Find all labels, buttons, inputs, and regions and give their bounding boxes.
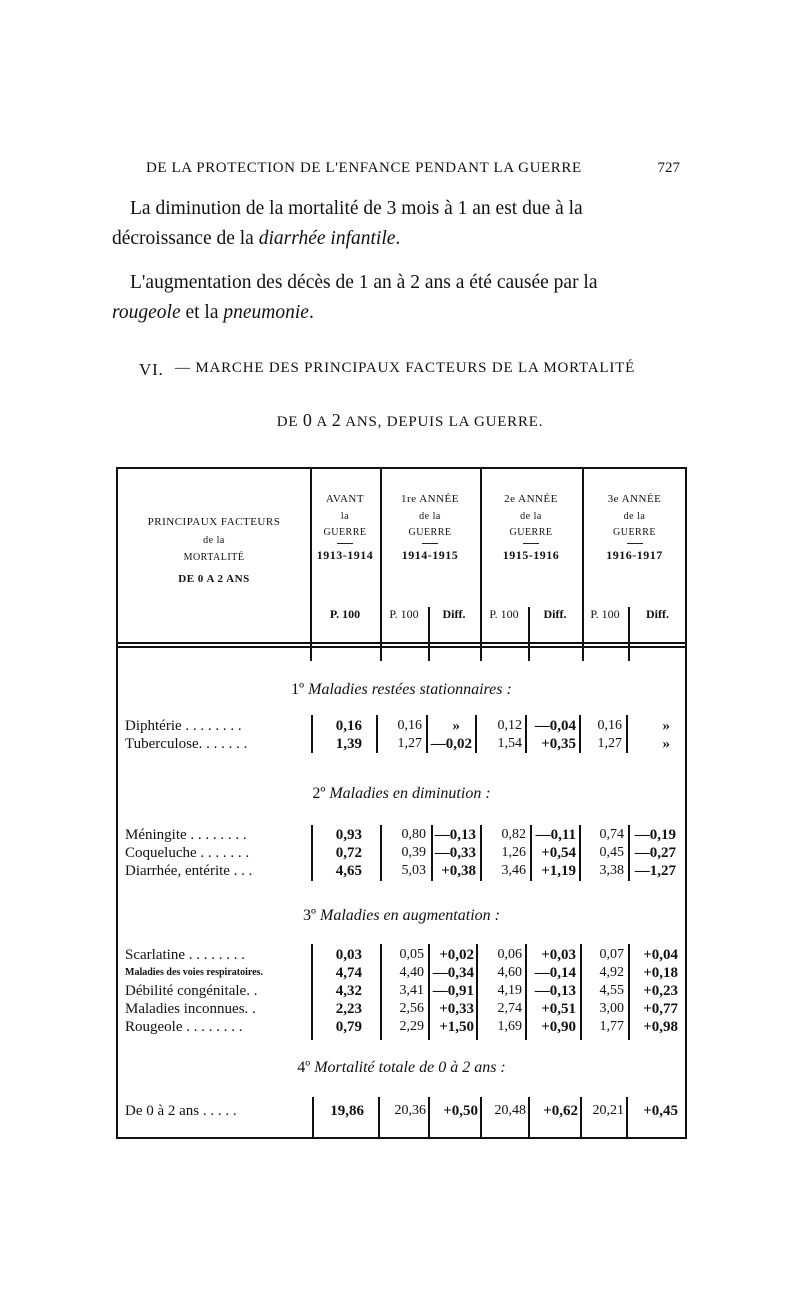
cell-d3: +0,23 xyxy=(643,983,678,999)
group-title xyxy=(118,907,685,925)
cell-y3: 3,38 xyxy=(599,863,624,878)
cell-d1: —0,02 xyxy=(430,736,472,752)
section-title: — MARCHE DES PRINCIPAUX FACTEURS DE LA MORTALITÉ xyxy=(175,360,636,376)
text-run: 0 xyxy=(302,410,313,430)
cell-y3: 1,77 xyxy=(599,1019,624,1034)
table-row xyxy=(118,844,685,862)
text-run: A xyxy=(312,414,332,430)
cell-y1: 4,40 xyxy=(399,965,424,980)
subheader-p100: P. 100 xyxy=(329,607,361,621)
cell-y3: 0,16 xyxy=(597,718,622,733)
header-text: MORTALITÉ xyxy=(183,551,245,563)
group-number: 1º xyxy=(291,681,305,698)
cell-d3: » xyxy=(662,718,670,734)
table-row xyxy=(118,1018,685,1036)
table-row xyxy=(118,946,685,964)
text-run: décroissance de la xyxy=(112,228,259,249)
header-text: de la xyxy=(419,510,441,522)
table-row xyxy=(118,862,685,880)
cell-y2: 1,69 xyxy=(497,1019,522,1034)
cell-y2: 4,60 xyxy=(497,965,522,980)
table-row xyxy=(118,1000,685,1018)
italic-term: rougeole xyxy=(112,302,181,323)
cell-d1: —0,34 xyxy=(432,965,474,981)
cell-y2: 1,26 xyxy=(501,845,526,860)
cell-d1: —0,13 xyxy=(434,827,476,843)
cell-d1: —0,91 xyxy=(432,983,474,999)
header-text: 1re ANNÉE xyxy=(401,493,459,505)
cell-y3: 3,00 xyxy=(599,1001,624,1016)
row-label: De 0 à 2 ans . . . . . xyxy=(125,1103,237,1119)
cell-d3: +0,77 xyxy=(643,1001,678,1017)
header-year-3 xyxy=(582,491,687,565)
subheader-diff: Diff. xyxy=(646,607,669,621)
row-label: Maladies des voies respiratoires. xyxy=(125,967,263,978)
cell-d3: +0,04 xyxy=(643,947,678,963)
cell-y3: 4,55 xyxy=(599,983,624,998)
cell-d2: —0,04 xyxy=(534,718,576,734)
header-year-1 xyxy=(380,491,480,565)
group-title xyxy=(118,681,685,699)
paragraph-augmentation xyxy=(112,268,697,328)
header-text: DE 0 A 2 ANS xyxy=(178,572,250,585)
cell-y2: 3,46 xyxy=(501,863,526,878)
cell-y3: 20,21 xyxy=(592,1103,624,1118)
header-text: GUERRE xyxy=(509,526,553,538)
group-label: Maladies en augmentation : xyxy=(320,907,500,924)
running-head xyxy=(0,160,800,184)
header-text: GUERRE xyxy=(613,526,656,538)
cell-avant: 4,65 xyxy=(335,863,362,879)
cell-d1: +1,50 xyxy=(439,1019,474,1035)
cell-y3: 0,74 xyxy=(599,827,624,842)
group-label: Mortalité totale de 0 à 2 ans : xyxy=(314,1059,506,1076)
header-text: de la xyxy=(623,510,646,522)
cell-avant: 0,72 xyxy=(335,845,362,861)
cell-y2: 2,74 xyxy=(497,1001,522,1016)
header-text: de la xyxy=(203,534,225,546)
cell-d3: +0,18 xyxy=(643,965,678,981)
cell-y1: 1,27 xyxy=(397,736,422,751)
cell-avant: 0,79 xyxy=(335,1019,362,1035)
table-row xyxy=(118,1102,685,1120)
subheader-p100: P. 100 xyxy=(590,607,620,621)
cell-d1: +0,50 xyxy=(443,1103,478,1119)
header-text: de la xyxy=(520,510,542,522)
section-heading-cont xyxy=(0,410,800,431)
cell-y1: 0,05 xyxy=(399,947,424,962)
row-label: Diphtérie . . . . . . . . xyxy=(125,718,242,734)
cell-avant: 19,86 xyxy=(330,1103,364,1119)
subheader-diff: Diff. xyxy=(543,607,567,621)
table-row xyxy=(118,735,685,753)
subheader-p100: P. 100 xyxy=(489,607,519,621)
header-text: 3e ANNÉE xyxy=(607,493,662,505)
cell-avant: 2,23 xyxy=(335,1001,362,1017)
text-run: ANS, DEPUIS LA GUERRE. xyxy=(341,414,544,430)
cell-y1: 0,39 xyxy=(401,845,426,860)
cell-d1: +0,38 xyxy=(441,863,476,879)
cell-avant: 0,03 xyxy=(335,947,362,963)
cell-avant: 0,16 xyxy=(335,718,362,734)
cell-y3: 0,07 xyxy=(599,947,624,962)
cell-avant: 4,32 xyxy=(335,983,362,999)
cell-d3: —0,19 xyxy=(634,827,676,843)
table-row xyxy=(118,826,685,844)
cell-y1: 5,03 xyxy=(401,863,426,878)
text-run: et la xyxy=(180,302,224,323)
cell-d2: +1,19 xyxy=(541,863,576,879)
row-label: Diarrhée, entérite . . . xyxy=(125,863,253,879)
group-label: Maladies restées stationnaires : xyxy=(308,681,512,698)
cell-d2: —0,14 xyxy=(534,965,576,981)
cell-avant: 0,93 xyxy=(335,827,362,843)
paragraph-diminution xyxy=(112,194,697,254)
paragraph-line xyxy=(112,298,697,328)
cell-d3: +0,98 xyxy=(643,1019,678,1035)
group-number: 4º xyxy=(297,1059,311,1076)
cell-d2: +0,62 xyxy=(543,1103,578,1119)
header-year-2 xyxy=(480,491,582,565)
cell-y1: 0,16 xyxy=(397,718,422,733)
header-years: 1914-1915 xyxy=(401,547,459,562)
paragraph-line: La diminution de la mortalité de 3 mois à 1 an est due à la xyxy=(130,198,583,219)
paragraph-line xyxy=(112,224,697,254)
cell-y3: 4,92 xyxy=(599,965,624,980)
italic-term: diarrhée infantile xyxy=(258,228,396,249)
header-text: 2e ANNÉE xyxy=(504,493,558,505)
header-years: 1913-1914 xyxy=(316,547,374,562)
mortality-table xyxy=(116,467,687,1139)
row-label: Méningite . . . . . . . . xyxy=(125,827,247,843)
group-number: 2º xyxy=(312,785,326,802)
cell-y1: 0,80 xyxy=(401,827,426,842)
cell-y1: 2,56 xyxy=(399,1001,424,1016)
group-title xyxy=(118,1059,685,1077)
cell-d3: » xyxy=(662,736,670,752)
page-number: 727 xyxy=(657,160,680,176)
text-run: 2 xyxy=(331,410,342,430)
row-label: Maladies inconnues. . xyxy=(125,1001,256,1017)
italic-term: pneumonie xyxy=(223,302,309,323)
header-text: GUERRE xyxy=(323,526,367,538)
running-head-title: DE LA PROTECTION DE L'ENFANCE PENDANT LA GUERRE xyxy=(146,160,582,176)
cell-d1: +0,02 xyxy=(439,947,474,963)
cell-d1: » xyxy=(452,718,460,734)
header-rule xyxy=(118,646,685,648)
cell-d1: —0,33 xyxy=(434,845,476,861)
row-label: Rougeole . . . . . . . . xyxy=(125,1019,243,1035)
header-factors xyxy=(118,513,310,588)
cell-y3: 1,27 xyxy=(597,736,622,751)
cell-d2: +0,54 xyxy=(541,845,576,861)
text-run: DE xyxy=(276,414,303,430)
row-label: Coqueluche . . . . . . . xyxy=(125,845,250,861)
header-years: 1915-1916 xyxy=(502,547,560,562)
cell-d3: —0,27 xyxy=(634,845,676,861)
cell-y1: 3,41 xyxy=(399,983,424,998)
text-run: . xyxy=(308,302,314,323)
cell-y2: 20,48 xyxy=(494,1103,526,1118)
paragraph-line: L'augmentation des décès de 1 an à 2 ans a été causée par la xyxy=(130,272,598,293)
header-text: AVANT xyxy=(325,493,365,505)
cell-d2: —0,13 xyxy=(534,983,576,999)
cell-d2: +0,35 xyxy=(541,736,576,752)
group-label: Maladies en diminution : xyxy=(329,785,491,802)
header-text: GUERRE xyxy=(408,526,452,538)
cell-y3: 0,45 xyxy=(599,845,624,860)
cell-d2: +0,90 xyxy=(541,1019,576,1035)
text-run: . xyxy=(395,228,401,249)
header-rule xyxy=(118,642,685,644)
cell-y2: 1,54 xyxy=(497,736,522,751)
table-row xyxy=(118,964,685,982)
row-label: Scarlatine . . . . . . . . xyxy=(125,947,245,963)
cell-y1: 20,36 xyxy=(394,1103,426,1118)
header-avant xyxy=(310,491,380,565)
cell-avant: 4,74 xyxy=(335,965,362,981)
cell-avant: 1,39 xyxy=(335,736,362,752)
cell-d3: +0,45 xyxy=(643,1103,678,1119)
header-text: la xyxy=(340,510,350,522)
cell-y2: 0,12 xyxy=(497,718,522,733)
cell-d3: —1,27 xyxy=(634,863,676,879)
cell-d2: —0,11 xyxy=(535,827,576,843)
row-label: Débilité congénitale. . xyxy=(125,983,258,999)
cell-y2: 4,19 xyxy=(497,983,522,998)
row-label: Tuberculose. . . . . . . xyxy=(125,736,248,752)
cell-d1: +0,33 xyxy=(439,1001,474,1017)
cell-y1: 2,29 xyxy=(399,1019,424,1034)
table-row xyxy=(118,982,685,1000)
subheader-diff: Diff. xyxy=(442,607,466,621)
header-years: 1916-1917 xyxy=(606,547,663,562)
header-text: PRINCIPAUX FACTEURS xyxy=(147,516,281,528)
cell-y2: 0,82 xyxy=(501,827,526,842)
cell-d2: +0,03 xyxy=(541,947,576,963)
cell-d2: +0,51 xyxy=(541,1001,576,1017)
table-row xyxy=(118,717,685,735)
section-number: VI. xyxy=(139,360,164,379)
group-number: 3º xyxy=(303,907,316,924)
group-title xyxy=(118,785,685,803)
cell-y2: 0,06 xyxy=(497,947,522,962)
subheader-p100: P. 100 xyxy=(389,607,419,621)
